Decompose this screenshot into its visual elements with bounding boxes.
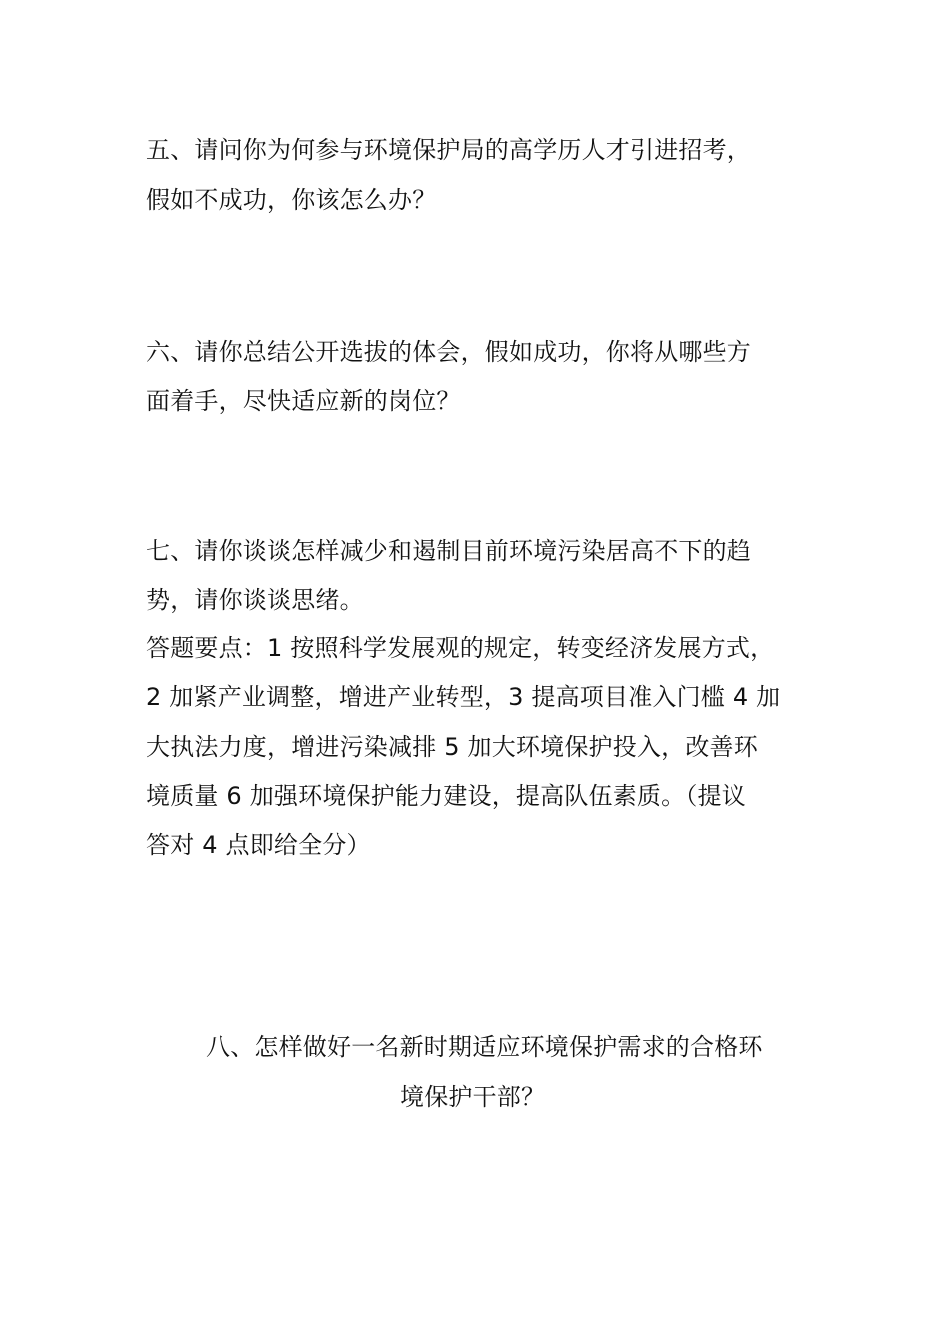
question-8-line-1: 八、怎样做好一名新时期适应环境保护需求的合格环 <box>206 1033 763 1061</box>
question-8-line-2: 境保护干部？ <box>400 1083 546 1111</box>
answer-7-line-4: 境质量 6 加强环境保护能力建设，提高队伍素质。（提议 <box>146 782 746 810</box>
question-6-line-2: 面着手，尽快适应新的岗位？ <box>146 387 461 415</box>
question-5-line-1: 五、请问你为何参与环境保护局的高学历人才引进招考， <box>146 136 751 164</box>
answer-7-line-2: 2 加紧产业调整，增进产业转型，3 提高项目准入门槛 4 加 <box>146 683 781 711</box>
question-5-line-2: 假如不成功，你该怎么办？ <box>146 186 437 214</box>
answer-7-line-3: 大执法力度，增进污染减排 5 加大环境保护投入，改善环 <box>146 733 758 761</box>
answer-7-line-1: 答题要点：1 按照科学发展观的规定，转变经济发展方式， <box>146 634 775 662</box>
answer-7-line-5: 答对 4 点即给全分） <box>146 831 371 859</box>
question-7-line-1: 七、请你谈谈怎样减少和遏制目前环境污染居高不下的趋 <box>146 537 751 565</box>
question-6-line-1: 六、请你总结公开选拔的体会，假如成功，你将从哪些方 <box>146 338 751 366</box>
question-7-line-2: 势，请你谈谈思绪。 <box>146 586 364 614</box>
